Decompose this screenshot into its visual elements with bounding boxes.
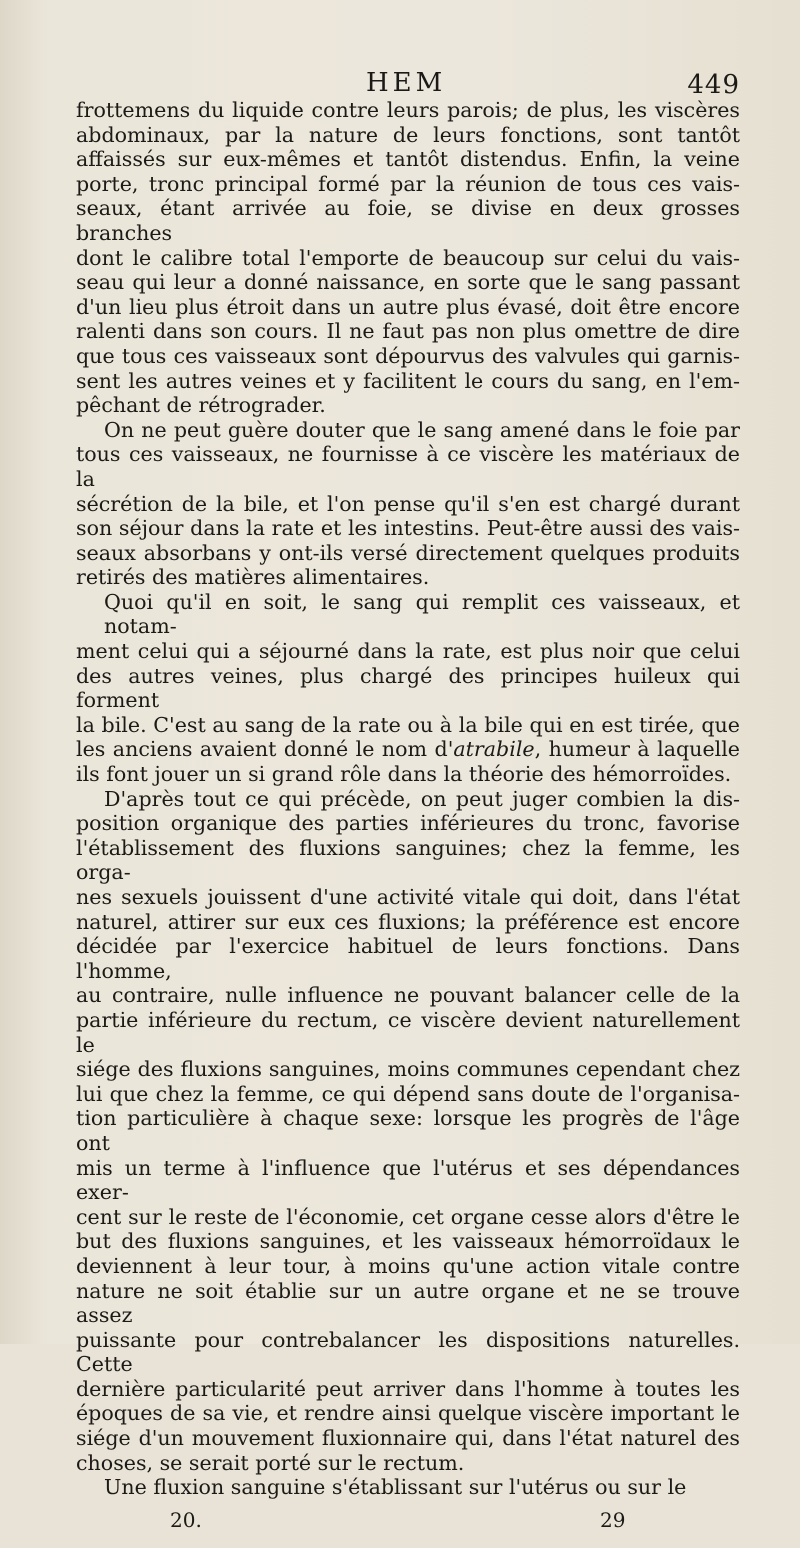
line-text: mis un terme à l'influence que l'utérus et ses dépendances exer- — [76, 1155, 740, 1205]
text-line — [76, 246, 740, 271]
line-text: choses, se serait porté sur le rectum. — [76, 1450, 465, 1475]
text-line — [76, 196, 740, 245]
line-text: affaissés sur eux-mêmes et tantôt distendus. Enfin, la veine — [76, 147, 740, 172]
paragraph — [76, 590, 740, 787]
line-text: porte, tronc principal formé par la réunion de tous ces vais- — [76, 171, 740, 196]
line-text: abdominaux, par la nature de leurs fonctions, sont tantôt — [76, 122, 740, 147]
line-text: cent sur le reste de l'économie, cet organe cesse alors d'être le — [76, 1204, 740, 1229]
italic-term: atrabile — [453, 737, 535, 762]
text-line — [76, 369, 740, 394]
line-text: ralenti dans son cours. Il ne faut pas non plus omettre de dire — [76, 319, 740, 344]
line-text: nature ne soit établie sur un autre organe et ne se trouve assez — [76, 1278, 740, 1328]
page-header — [76, 64, 740, 100]
text-line — [76, 123, 740, 148]
text-line — [76, 295, 740, 320]
page-footer — [76, 1508, 740, 1548]
text-line — [76, 1082, 740, 1107]
line-text: tion particulière à chaque sexe: lorsque les progrès de l'âge ont — [76, 1106, 740, 1155]
line-text: Quoi qu'il en soit, le sang qui remplit ces vaisseaux, et notam- — [104, 589, 740, 639]
text-line — [76, 418, 740, 443]
line-text: naturel, attirer sur eux ces fluxions; la préférence est encore — [76, 909, 740, 934]
text-line — [76, 319, 740, 344]
line-text: puissante pour contrebalancer les dispositions naturelles. Cette — [76, 1327, 740, 1377]
text-line — [76, 516, 740, 541]
line-text: les anciens avaient donné le nom d' — [76, 737, 454, 762]
text-line — [76, 885, 740, 910]
text-line — [76, 172, 740, 197]
text-line — [76, 639, 740, 664]
signature-mark: 20. — [170, 1507, 202, 1532]
line-text: des autres veines, plus chargé des principes huileux qui forment — [76, 663, 740, 713]
text-line — [76, 787, 740, 812]
text-line — [76, 1475, 740, 1500]
running-head: HEM — [366, 68, 447, 98]
line-text: , humeur à laquelle — [534, 737, 740, 762]
line-text: sent les autres veines et y facilitent le cours du sang, en l'em- — [76, 368, 740, 393]
line-text: au contraire, nulle influence ne pouvant balancer celle de la — [76, 983, 740, 1008]
line-text: position organique des parties inférieures du tronc, favorise — [76, 811, 740, 836]
line-text: dernière particularité peut arriver dans l'homme à toutes les — [76, 1376, 740, 1401]
line-text: ils font jouer un si grand rôle dans la théorie des hémorroïdes. — [76, 762, 732, 787]
line-text: but des fluxions sanguines, et les vaisseaux hémorroïdaux le — [76, 1229, 740, 1254]
text-line — [76, 934, 740, 983]
folio-number: 29 — [600, 1507, 626, 1532]
text-line — [76, 1229, 740, 1254]
text-line — [76, 1451, 740, 1476]
text-line — [76, 836, 740, 885]
text-line — [76, 590, 740, 639]
text-line — [76, 541, 740, 566]
line-text: partie inférieure du rectum, ce viscère devient naturellement le — [76, 1007, 740, 1057]
line-text: deviennent à leur tour, à moins qu'une action vitale contre — [76, 1253, 740, 1278]
line-text: seau qui leur a donné naissance, en sorte que le sang passant — [76, 270, 740, 295]
line-text: seaux absorbans y ont-ils versé directement quelques produits — [76, 540, 740, 565]
text-line — [76, 565, 740, 590]
page-number: 449 — [687, 70, 740, 100]
line-text: frottemens du liquide contre leurs parois; de plus, les viscères — [76, 98, 740, 122]
text-line — [76, 442, 740, 491]
text-line — [76, 1401, 740, 1426]
text-line — [76, 1205, 740, 1230]
line-text: son séjour dans la rate et les intestins. Peut-être aussi des vais- — [76, 516, 740, 541]
body-text — [76, 98, 740, 1500]
text-line — [76, 910, 740, 935]
text-line — [76, 664, 740, 713]
text-line — [76, 1328, 740, 1377]
line-text: retirés des matières alimentaires. — [76, 565, 430, 590]
line-text: époques de sa vie, et rendre ainsi quelque viscère important le — [76, 1401, 740, 1426]
text-line — [76, 762, 740, 787]
line-text: que tous ces vaisseaux sont dépourvus des valvules qui garnis- — [76, 343, 740, 368]
text-line — [76, 1008, 740, 1057]
text-line — [76, 1426, 740, 1451]
text-line — [76, 1156, 740, 1205]
text-line — [76, 344, 740, 369]
line-text: lui que chez la femme, ce qui dépend sans doute de l'organisa- — [76, 1081, 740, 1106]
paragraph — [76, 418, 740, 590]
text-line — [76, 983, 740, 1008]
line-text: pêchant de rétrograder. — [76, 393, 326, 418]
text-line — [76, 98, 740, 123]
line-text: On ne peut guère douter que le sang amené dans le foie par — [104, 417, 740, 442]
line-text: seaux, étant arrivée au foie, se divise en deux grosses branches — [76, 196, 740, 245]
text-line — [76, 737, 740, 762]
line-text: la bile. C'est au sang de la rate ou à la bile qui en est tirée, que — [76, 712, 740, 737]
line-text: sécrétion de la bile, et l'on pense qu'il s'en est chargé durant — [76, 491, 740, 516]
line-text: tous ces vaisseaux, ne fournisse à ce viscère les matériaux de la — [76, 442, 740, 491]
line-text: d'un lieu plus étroit dans un autre plus évasé, doit être encore — [76, 294, 740, 319]
paragraph — [76, 787, 740, 1476]
text-line — [76, 147, 740, 172]
line-text: décidée par l'exercice habituel de leurs fonctions. Dans l'homme, — [76, 934, 740, 983]
text-line — [76, 1057, 740, 1082]
line-text: D'après tout ce qui précède, on peut juger combien la dis- — [104, 786, 740, 811]
paragraph — [76, 1475, 740, 1500]
text-line — [76, 713, 740, 738]
paragraph — [76, 98, 740, 418]
text-line — [76, 393, 740, 418]
line-text: siége des fluxions sanguines, moins communes cependant chez — [76, 1057, 740, 1082]
text-line — [76, 1106, 740, 1155]
text-line — [76, 1377, 740, 1402]
line-text: nes sexuels jouissent d'une activité vitale qui doit, dans l'état — [76, 885, 740, 909]
text-line — [76, 492, 740, 517]
text-line — [76, 1279, 740, 1328]
line-text: dont le calibre total l'emporte de beaucoup sur celui du vais- — [76, 245, 740, 270]
text-line — [76, 811, 740, 836]
line-text: ment celui qui a séjourné dans la rate, est plus noir que celui — [76, 639, 740, 664]
text-line — [76, 270, 740, 295]
line-text: l'établissement des fluxions sanguines; chez la femme, les orga- — [76, 835, 740, 885]
line-text: Une fluxion sanguine s'établissant sur l'utérus ou sur le — [104, 1475, 687, 1500]
line-text: siége d'un mouvement fluxionnaire qui, dans l'état naturel des — [76, 1426, 740, 1451]
text-line — [76, 1254, 740, 1279]
